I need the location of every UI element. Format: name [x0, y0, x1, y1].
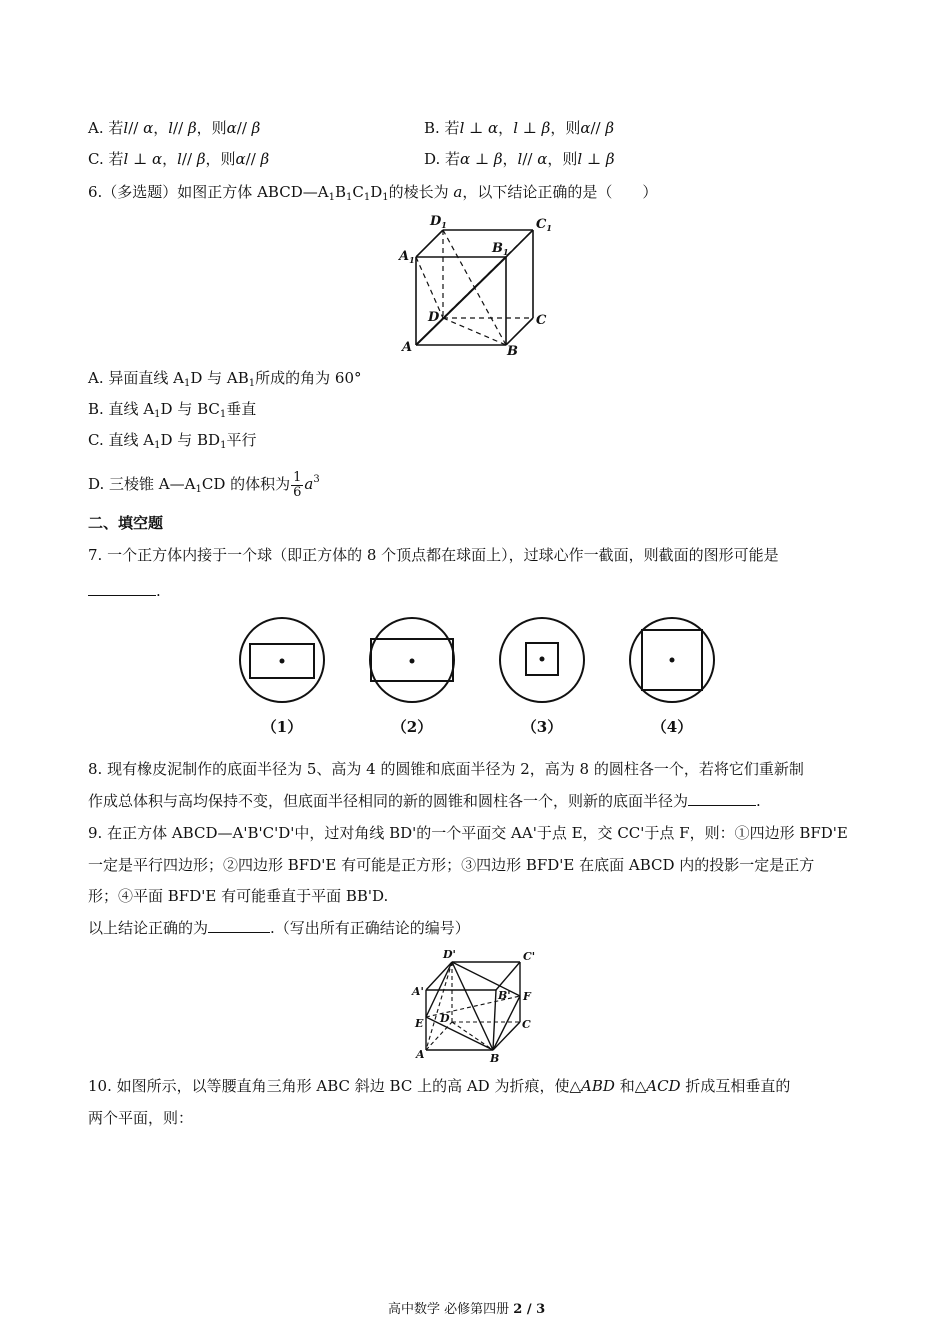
page-number: 2 / 3 — [513, 1302, 546, 1317]
q7-cross-section-figures — [235, 612, 715, 742]
q9-label-f: F — [523, 990, 531, 1003]
q9-label-dprime: D' — [443, 948, 456, 961]
q9-label-bprime: B' — [498, 989, 511, 1002]
q9-label-c: C — [522, 1018, 531, 1031]
q9-label-a: A — [416, 1048, 425, 1061]
label-d: D — [428, 310, 440, 325]
q9-line4: 以上结论正确的为 .（写出所有正确结论的编号） — [88, 919, 470, 937]
q9-label-e: E — [415, 1017, 424, 1030]
fig4-caption: （4） — [651, 718, 693, 736]
q9-label-aprime: A' — [412, 985, 424, 998]
q5-option-d: D. 若α ⊥ β，l// α，则l ⊥ β — [424, 150, 615, 168]
fig1-caption: （1） — [261, 718, 303, 736]
q7-line2: . — [88, 581, 161, 601]
q9-label-cprime: C' — [523, 950, 536, 963]
q6-cube-figure — [396, 210, 566, 362]
fraction-one-sixth: $\frac{1}{6}$ — [293, 469, 302, 500]
label-b1: $B_1$ — [492, 241, 509, 257]
label-c1: $C_1$ — [536, 217, 552, 233]
q9-label-d: D — [440, 1012, 450, 1025]
q5-option-c: C. 若l ⊥ α，l// β，则α// β — [88, 150, 270, 168]
q5-option-a: A. 若l// α，l// β，则α// β — [88, 119, 261, 137]
label-c: C — [536, 313, 547, 328]
q8-answer-blank[interactable] — [688, 791, 756, 806]
section-heading-fill-in: 二、填空题 — [88, 514, 164, 532]
q6-option-c: C. 直线 $A_1D$ 与 $BD_1$平行 — [88, 431, 257, 451]
q9-line3: 形；④平面 BFD'E 有可能垂直于平面 BB'D. — [88, 887, 389, 905]
q9-line2: 一定是平行四边形；②四边形 BFD'E 有可能是正方形；③四边形 BFD'E 在底面 ABCD 内的投影一定是正方 — [88, 856, 815, 874]
q10-line2: 两个平面，则： — [88, 1109, 194, 1127]
label-a1: $A_1$ — [399, 249, 415, 265]
page-footer: 高中数学 必修第四册 2 / 3 — [388, 1302, 546, 1317]
label-a: A — [402, 340, 413, 355]
q6-option-d: D. 三棱锥 $A—A_1CD$ 的体积为 $\frac{1}{6}$ $a^3$ — [88, 469, 320, 500]
q7-answer-blank[interactable] — [88, 581, 156, 596]
q6-option-a: A. 异面直线 $A_1D$ 与 $AB_1$所成的角为 60° — [88, 369, 362, 389]
q8-line2: 作成总体积与高均保持不变，但底面半径相同的新的圆锥和圆柱各一个，则新的底面半径为 . — [88, 792, 761, 810]
q5-option-b: B. 若l ⊥ α，l ⊥ β，则α// β — [424, 119, 615, 137]
fig3-caption: （3） — [521, 718, 563, 736]
fig2-caption: （2） — [391, 718, 433, 736]
q9-label-b: B — [490, 1052, 500, 1065]
q7-line1: 7. 一个正方体内接于一个球（即正方体的 8 个顶点都在球面上），过球心作一截面，则截面的图形可能是 — [88, 546, 779, 564]
q10-line1: 10. 如图所示，以等腰直角三角形 ABC 斜边 BC 上的高 AD 为折痕，使△ABD 和△ACD 折成互相垂直的 — [88, 1077, 791, 1095]
label-d1: $D_1$ — [430, 214, 447, 230]
label-b: B — [507, 344, 518, 359]
q9-line1: 9. 在正方体 ABCD—A'B'C'D'中，过对角线 BD'的一个平面交 AA'于点 E，交 CC'于点 F，则：①四边形 BFD'E — [88, 824, 848, 842]
q9-answer-blank[interactable] — [208, 918, 270, 933]
q6-stem: 6.（多选题）如图正方体 $ABCD—A_1B_1C_1D_1$的棱长为 a，以下结论正确的是（ ） — [88, 183, 658, 203]
q8-line1: 8. 现有橡皮泥制作的底面半径为 5、高为 4 的圆锥和底面半径为 2，高为 8 的圆柱各一个，若将它们重新制 — [88, 760, 804, 778]
q9-cube-figure — [410, 944, 545, 1068]
q6-option-b: B. 直线 $A_1D$ 与 $BC_1$垂直 — [88, 400, 257, 420]
